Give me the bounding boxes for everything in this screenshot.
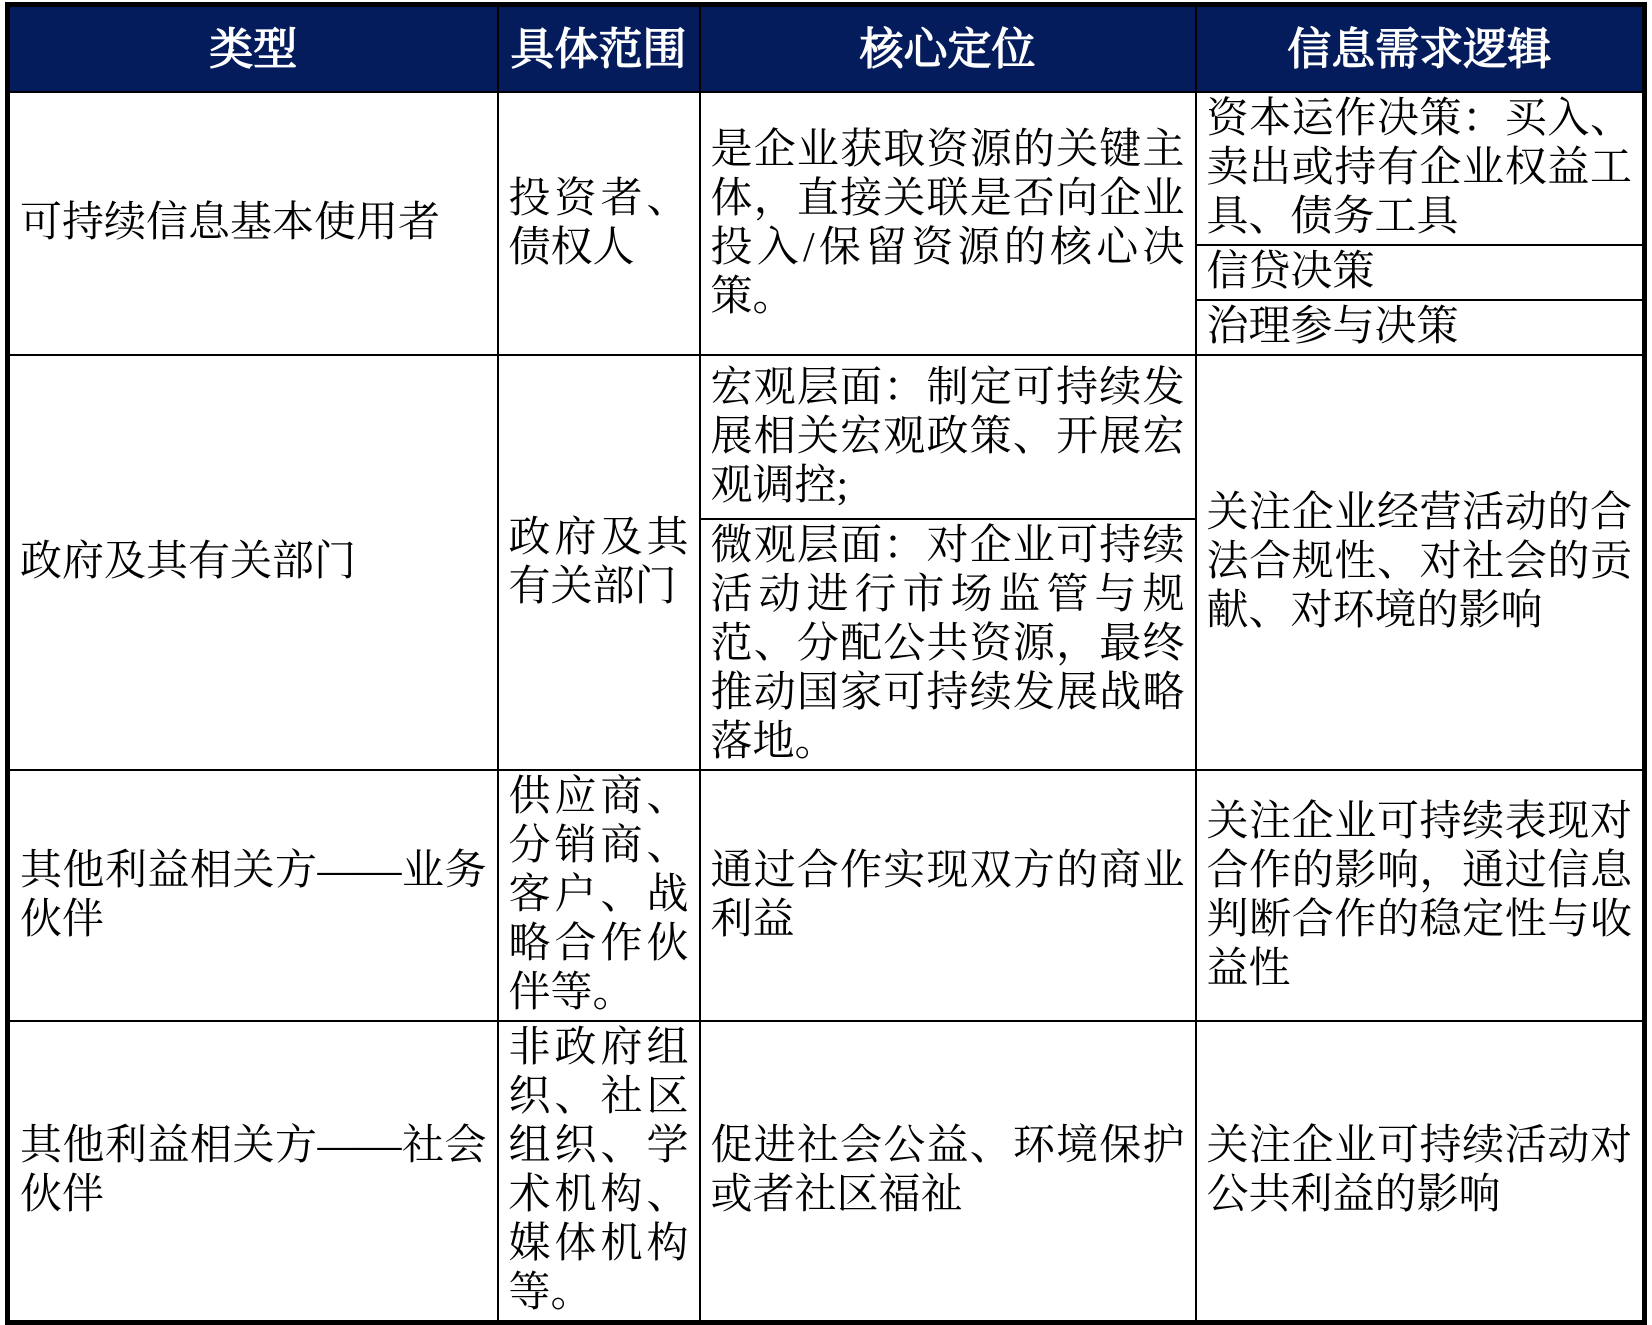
- cell-logic-row0-item0: 资本运作决策：买入、卖出或持有企业权益工具、债务工具: [1196, 92, 1645, 245]
- table-row: [8, 92, 1645, 245]
- cell-positioning-row0: 是企业获取资源的关键主体，直接关联是否向企业投入/保留资源的核心决策。: [700, 92, 1196, 355]
- cell-positioning-row3: 促进社会公益、环境保护或者社区福祉: [700, 1021, 1196, 1323]
- header-cell-positioning: 核心定位: [700, 5, 1196, 93]
- header-cell-scope: 具体范围: [498, 5, 700, 93]
- table-row: [8, 770, 1645, 1021]
- cell-scope-row2: 供应商、分销商、客户、战略合作伙伴等。: [498, 770, 700, 1021]
- cell-type-row0: 可持续信息基本使用者: [8, 92, 498, 355]
- cell-logic-row1: 关注企业经营活动的合法合规性、对社会的贡献、对环境的影响: [1196, 355, 1645, 770]
- cell-scope-row1: 政府及其有关部门: [498, 355, 700, 770]
- cell-logic-row3: 关注企业可持续活动对公共利益的影响: [1196, 1021, 1645, 1323]
- cell-positioning-row1-micro: 微观层面：对企业可持续活动进行市场监管与规范、分配公共资源，最终推动国家可持续发展战略落地。: [700, 519, 1196, 770]
- cell-scope-row3: 非政府组织、社区组织、学术机构、媒体机构等。: [498, 1021, 700, 1323]
- stakeholder-information-table: [5, 2, 1647, 1325]
- cell-logic-row2: 关注企业可持续表现对合作的影响，通过信息判断合作的稳定性与收益性: [1196, 770, 1645, 1021]
- cell-positioning-row2: 通过合作实现双方的商业利益: [700, 770, 1196, 1021]
- cell-type-row2: 其他利益相关方——业务伙伴: [8, 770, 498, 1021]
- cell-scope-row0: 投资者、债权人: [498, 92, 700, 355]
- table-row: [8, 1021, 1645, 1323]
- cell-logic-row0-item1: 信贷决策: [1196, 245, 1645, 300]
- cell-positioning-row1-macro: 宏观层面：制定可持续发展相关宏观政策、开展宏观调控;: [700, 355, 1196, 519]
- cell-type-row1: 政府及其有关部门: [8, 355, 498, 770]
- table-row: [8, 355, 1645, 519]
- cell-logic-row0-item2: 治理参与决策: [1196, 300, 1645, 355]
- header-row: [8, 5, 1645, 93]
- header-cell-logic: 信息需求逻辑: [1196, 5, 1645, 93]
- header-cell-type: 类型: [8, 5, 498, 93]
- cell-type-row3: 其他利益相关方——社会伙伴: [8, 1021, 498, 1323]
